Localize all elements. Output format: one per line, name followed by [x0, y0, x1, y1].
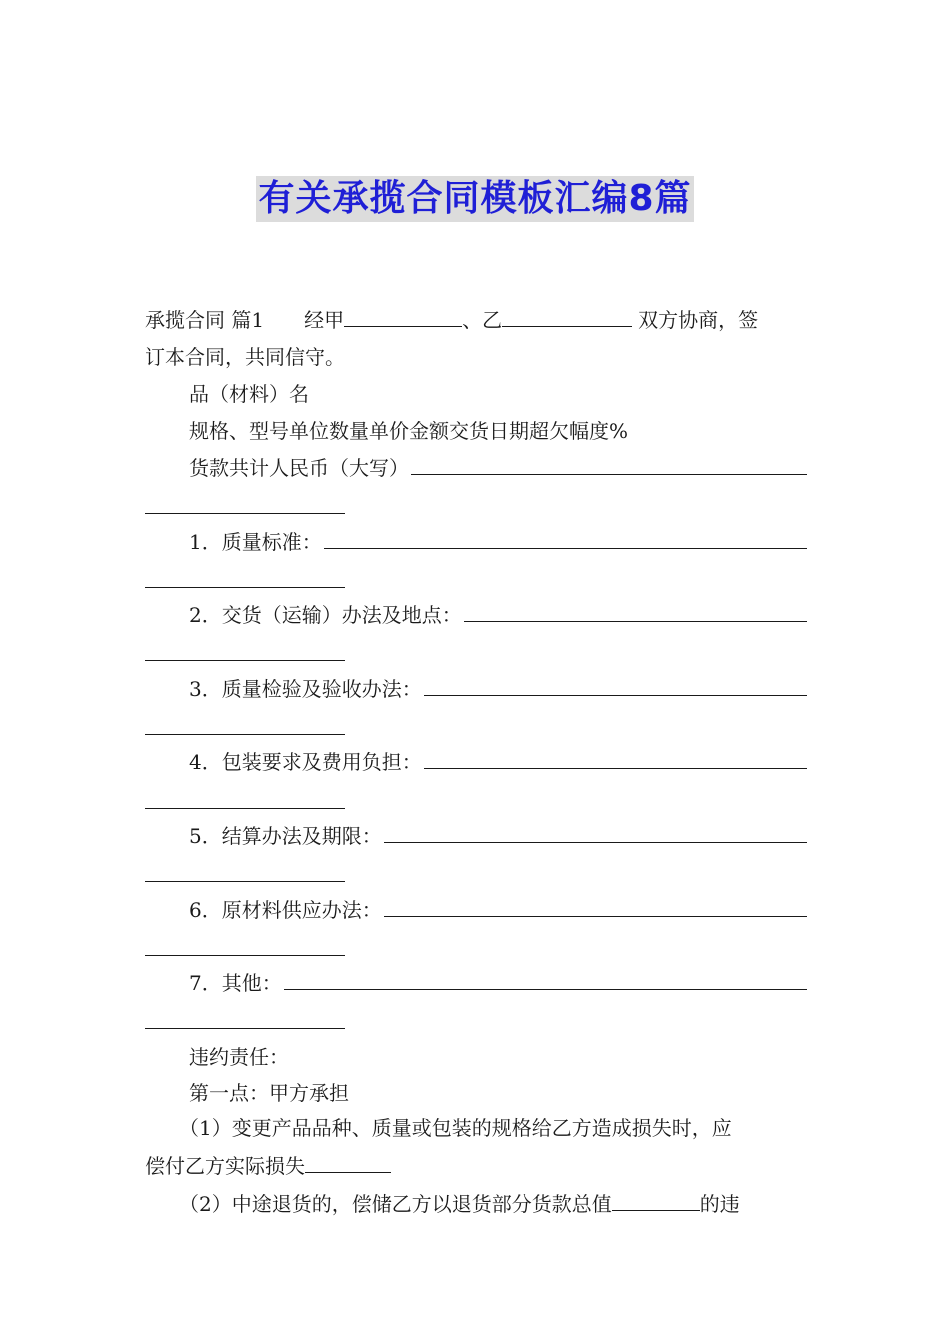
clause-4-blank: [424, 744, 807, 769]
clause-6-blank-cont: [145, 954, 345, 956]
party-b-blank: [502, 304, 632, 327]
document-title: 有关承揽合同模板汇编8篇: [256, 176, 693, 222]
p2-blank: [612, 1188, 700, 1211]
clause-7-label: 7．其他：: [189, 971, 282, 995]
clause-1-blank: [324, 524, 807, 549]
item-name: 品（材料）名: [189, 382, 309, 406]
p1-line-2: [145, 1148, 807, 1184]
clause-2-label: 2．交货（运输）办法及地点：: [189, 603, 462, 627]
clause-7-blank-cont: [145, 1027, 345, 1029]
clause-1: [145, 524, 807, 560]
title-wrap: [0, 176, 950, 222]
p2-line-1: [145, 1186, 807, 1222]
columns-header: 规格、型号单位数量单价金额交货日期超欠幅度%: [189, 419, 629, 443]
intro-part-2: 、乙: [462, 308, 503, 332]
clause-4-label: 4．包装要求及费用负担：: [189, 750, 422, 774]
p1-line-2-text: 偿付乙方实际损失: [145, 1154, 305, 1178]
clause-6-blank: [384, 892, 807, 917]
clause-5-blank: [384, 818, 807, 843]
point-1: 第一点：甲方承担: [189, 1081, 349, 1105]
party-a-blank: [344, 304, 462, 327]
clause-4-blank-cont: [145, 807, 345, 809]
payment-line: [145, 450, 807, 486]
p1-blank: [305, 1150, 391, 1173]
intro-part-1: 经甲: [304, 308, 345, 332]
clause-5: [145, 818, 807, 854]
p1-line-1: （1）变更产品品种、质量或包装的规格给乙方造成损失时，应: [179, 1116, 732, 1140]
p2-part-2: 的违: [699, 1192, 740, 1216]
intro-part-3: 双方协商，签: [638, 308, 759, 332]
clause-3-blank-cont: [145, 733, 345, 735]
liability-heading: 违约责任：: [189, 1045, 289, 1069]
payment-label: 货款共计人民币（大写）: [189, 456, 409, 480]
clause-7-blank: [284, 965, 807, 990]
clause-3-blank: [424, 671, 807, 696]
clause-1-blank-cont: [145, 586, 345, 588]
payment-blank: [411, 450, 807, 475]
intro-heading: 承揽合同 篇1: [145, 308, 265, 332]
payment-blank-cont: [145, 512, 345, 514]
clause-2: [145, 597, 807, 633]
clause-6: [145, 892, 807, 928]
clause-1-label: 1．质量标准：: [189, 530, 322, 554]
clause-3: [145, 671, 807, 707]
intro-line-2: 订本合同，共同信守。: [145, 345, 345, 369]
clause-3-label: 3．质量检验及验收办法：: [189, 677, 422, 701]
clause-5-label: 5．结算办法及期限：: [189, 824, 382, 848]
clause-2-blank-cont: [145, 659, 345, 661]
intro-line-1: [145, 302, 807, 338]
clause-6-label: 6．原材料供应办法：: [189, 898, 382, 922]
clause-4: [145, 744, 807, 780]
clause-7: [145, 965, 807, 1001]
p2-part-1: （2）中途退货的，偿储乙方以退货部分货款总值: [179, 1192, 612, 1216]
clause-2-blank: [464, 597, 807, 622]
clause-5-blank-cont: [145, 880, 345, 882]
